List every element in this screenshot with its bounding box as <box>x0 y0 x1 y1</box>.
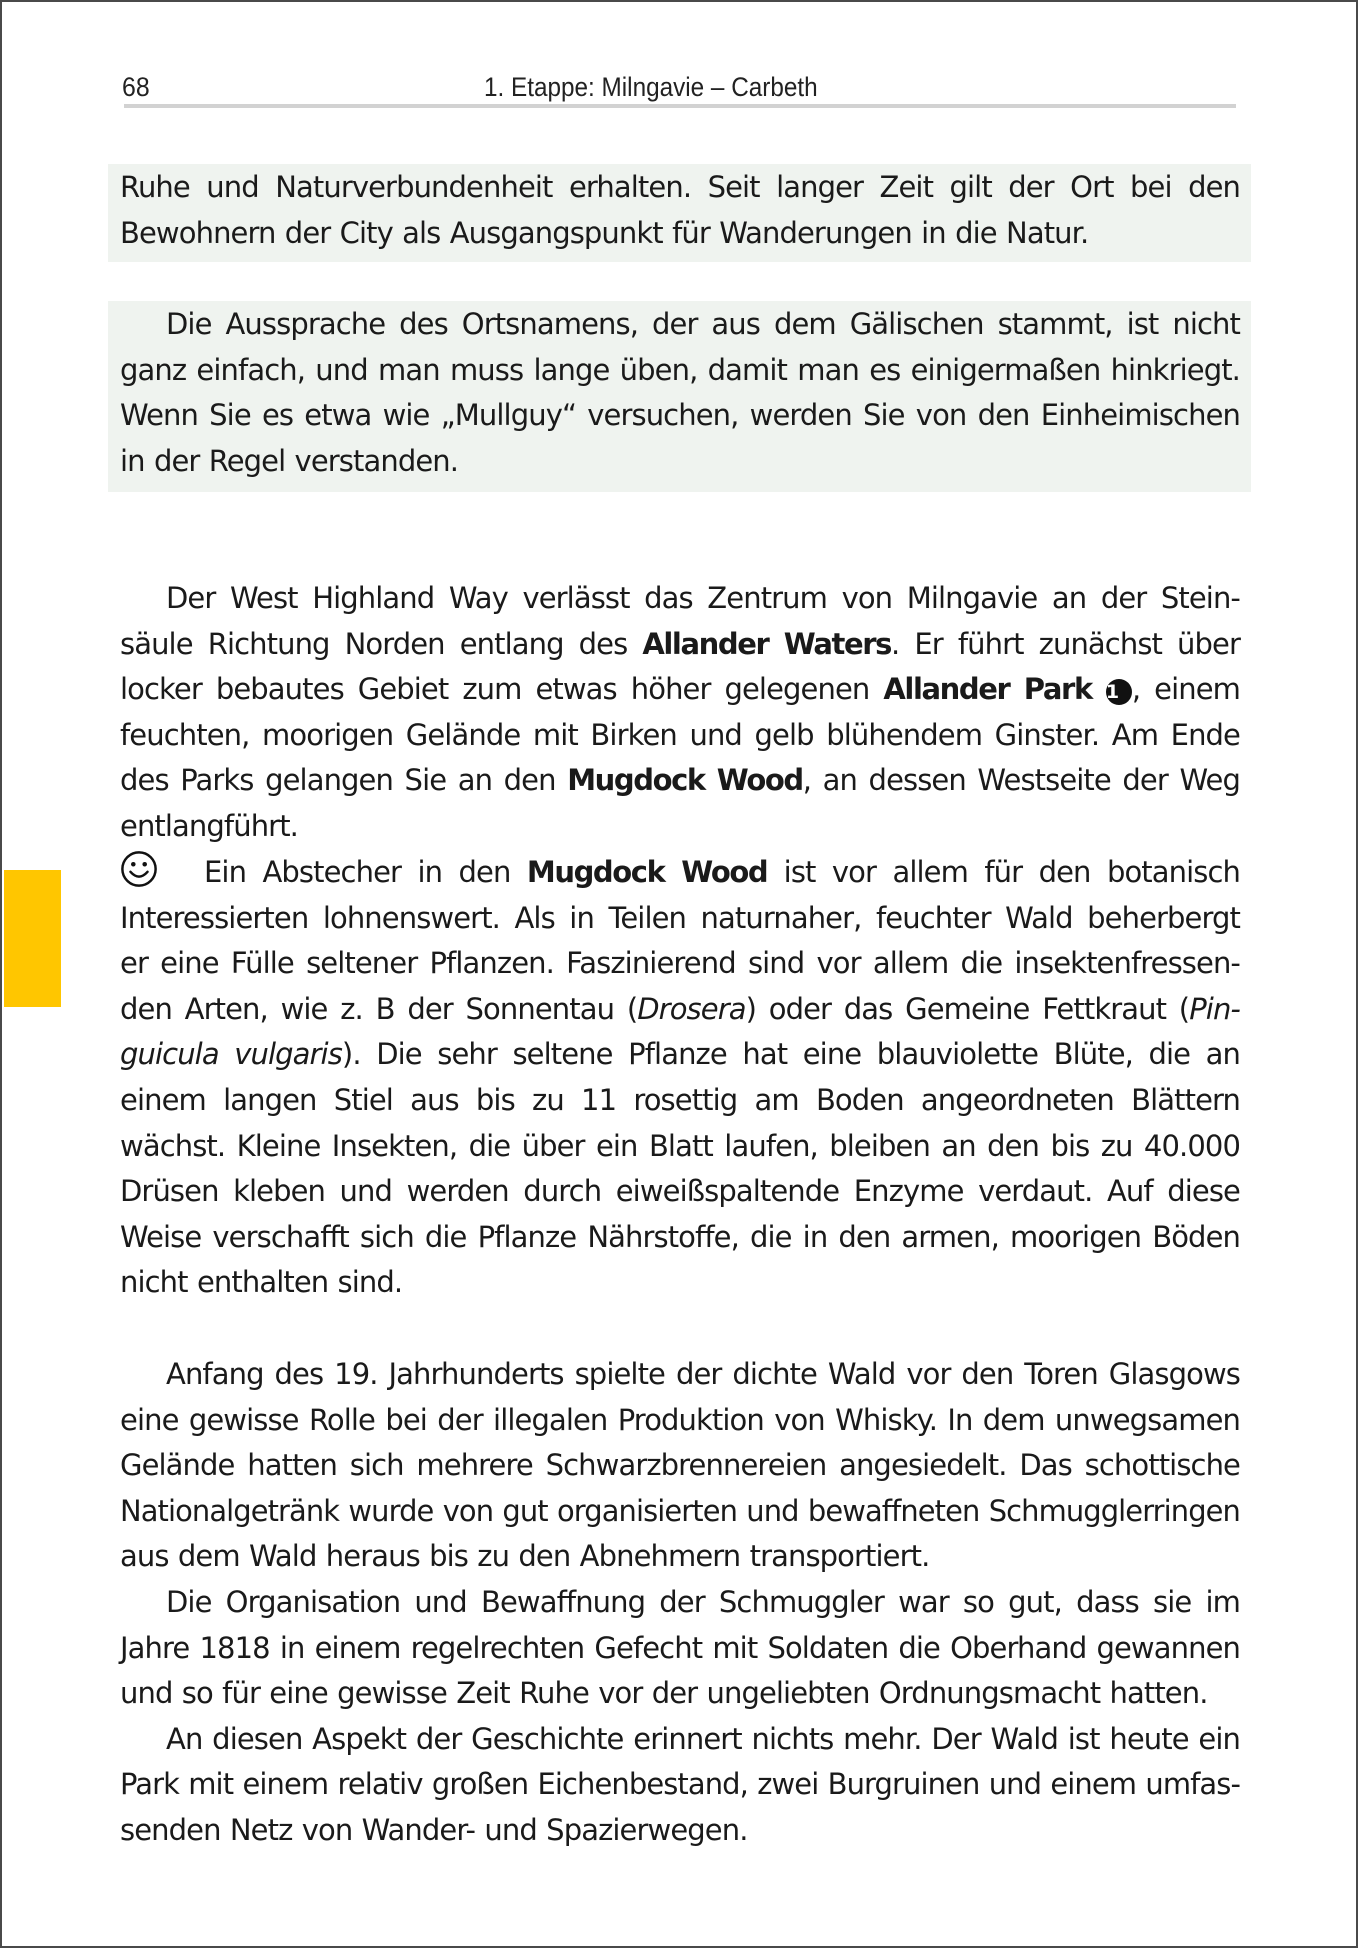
text-run: säule Richtung Norden entlang des <box>120 626 643 661</box>
species-name: guicula vulgaris <box>120 1037 342 1072</box>
text-line: An diesen Aspekt der Geschichte erinnert nichts mehr. Der Wald ist heute ein <box>166 1721 1240 1756</box>
tip-paragraph <box>120 850 1240 1306</box>
text-line: Anfang des 19. Jahrhunderts spielte der dichte Wald vor den Toren Glasgows <box>166 1357 1240 1391</box>
text-line: entlangführt. <box>120 808 298 843</box>
running-title: 1. Etappe: Milngavie – Carbeth <box>484 72 818 102</box>
text-run: des Parks gelangen Sie an den <box>120 763 568 798</box>
text-run: ) oder das Gemeine Fettkraut ( <box>745 991 1190 1026</box>
text-line: er eine Fülle seltener Pflanzen. Faszinierend sind vor allem die insektenfressen- <box>120 946 1240 981</box>
route-paragraph <box>120 576 1240 850</box>
text-run: , einem <box>1131 672 1240 707</box>
text-run: locker bebautes Gebiet zum etwas höher gelegenen <box>120 672 884 707</box>
text-run: ). Die sehr seltene Pflanze hat eine blauviolette Blüte, die an <box>341 1037 1240 1072</box>
text-line: Jahre 1818 in einem regelrechten Gefecht mit Soldaten die Oberhand gewannen <box>120 1630 1240 1665</box>
text-line: Interessierten lohnenswert. Als in Teilen naturnaher, feuchter Wald beherbergt <box>120 900 1240 935</box>
text-line: in der Regel verstanden. <box>120 443 459 478</box>
tip-marker-tab <box>4 870 61 1007</box>
text-line <box>120 1032 1240 1078</box>
text-line: Drüsen kleben und werden durch eiweißspaltende Enzyme verdaut. Auf diese <box>120 1174 1240 1209</box>
text-line: aus dem Wald heraus bis zu den Abnehmern transportiert. <box>120 1539 930 1574</box>
text-run: , an dessen Westseite der Weg <box>802 763 1240 798</box>
text-line: nicht enthalten sind. <box>120 1265 403 1300</box>
text-line: Bewohnern der City als Ausgangspunkt für Wanderungen in die Natur. <box>120 215 1089 250</box>
text-line: ganz einfach, und man muss lange üben, damit man es einigermaßen hinkriegt. <box>120 352 1240 387</box>
text-run: Ein Abstecher in den <box>204 855 527 889</box>
text-line: Nationalgetränk wurde von gut organisierten und bewaffneten Schmugglerringen <box>120 1493 1240 1528</box>
place-name-mugdock-wood: Mugdock Wood <box>567 763 803 798</box>
continuation-paragraph <box>120 165 1240 256</box>
text-line: und so für eine gewisse Zeit Ruhe vor der ungeliebten Ordnungsmacht hatten. <box>120 1676 1208 1711</box>
text-line: einem langen Stiel aus bis zu 11 rosettig am Boden angeordneten Blättern <box>120 1082 1240 1117</box>
place-name-allander-park: Allander Park <box>883 672 1092 707</box>
text-line: wächst. Kleine Insekten, die über ein Blatt laufen, bleiben an den bis zu 40.000 <box>120 1128 1240 1163</box>
text-line <box>120 667 1240 713</box>
text-line: feuchten, moorigen Gelände mit Birken und gelb blühendem Ginster. Am Ende <box>120 717 1240 752</box>
smiley-icon <box>120 850 158 888</box>
text-run: den Arten, wie z. B der Sonnentau ( <box>120 991 638 1026</box>
pronunciation-paragraph <box>120 302 1240 484</box>
species-name: Drosera <box>637 991 746 1026</box>
history-section <box>120 1352 1240 1854</box>
text-run: ist vor allem für den botanisch <box>767 855 1241 889</box>
text-line: Gelände hatten sich mehrere Schwarzbrennereien angesiedelt. Das schottische <box>120 1448 1240 1483</box>
page-number: 68 <box>122 72 150 102</box>
text-line: Wenn Sie es etwa wie „Mullguy“ versuchen, werden Sie von den Einheimischen <box>120 398 1240 433</box>
text-run: . Er führt zunächst über <box>891 626 1240 661</box>
text-line: Der West Highland Way verlässt das Zentrum von Milngavie an der Stein- <box>166 581 1240 615</box>
place-name-allander-waters: Allander Waters <box>642 626 892 661</box>
header-rule <box>124 104 1236 108</box>
text-line <box>120 850 1240 896</box>
text-line <box>120 758 1240 804</box>
place-name-mugdock-wood: Mugdock Wood <box>526 855 768 889</box>
running-header <box>122 68 1238 108</box>
text-line: eine gewisse Rolle bei der illegalen Produktion von Whisky. In dem unwegsamen <box>120 1402 1240 1437</box>
text-line: senden Netz von Wander- und Spazierwegen. <box>120 1812 748 1847</box>
text-line: Die Aussprache des Ortsnamens, der aus dem Gälischen stammt, ist nicht <box>166 307 1240 341</box>
species-name: Pin- <box>1189 991 1240 1026</box>
map-marker-1-icon: 1 <box>1106 679 1132 705</box>
text-line: Ruhe und Naturverbundenheit erhalten. Seit langer Zeit gilt der Ort bei den <box>120 170 1240 204</box>
text-line <box>120 622 1240 668</box>
text-line: Park mit einem relativ großen Eichenbestand, zwei Burgruinen und einem umfas- <box>120 1767 1240 1802</box>
text-line: Die Organisation und Bewaffnung der Schmuggler war so gut, dass sie im <box>166 1584 1240 1619</box>
text-line: Weise verschafft sich die Pflanze Nährstoffe, die in den armen, moorigen Böden <box>120 1219 1240 1254</box>
text-line <box>120 987 1240 1033</box>
